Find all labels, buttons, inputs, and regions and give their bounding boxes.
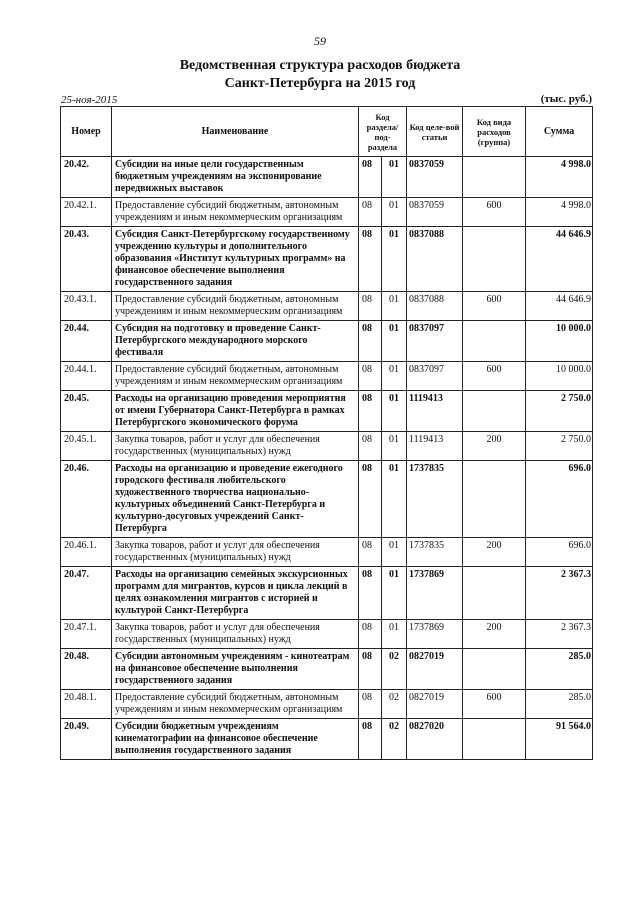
cell-expense-type — [463, 227, 526, 292]
cell-amount: 44 646.9 — [526, 292, 593, 321]
cell-amount: 4 998.0 — [526, 157, 593, 198]
cell-section: 08 — [359, 719, 382, 760]
cell-article: 0827019 — [407, 649, 463, 690]
cell-amount: 2 367.3 — [526, 567, 593, 620]
cell-section: 08 — [359, 538, 382, 567]
cell-subsection: 02 — [382, 690, 407, 719]
cell-expense-type: 200 — [463, 620, 526, 649]
cell-section: 08 — [359, 620, 382, 649]
cell-section: 08 — [359, 461, 382, 538]
cell-expense-type: 600 — [463, 198, 526, 227]
cell-section: 08 — [359, 649, 382, 690]
cell-section: 08 — [359, 362, 382, 391]
cell-subsection: 01 — [382, 227, 407, 292]
cell-section: 08 — [359, 567, 382, 620]
cell-number: 20.48. — [61, 649, 112, 690]
cell-section: 08 — [359, 198, 382, 227]
cell-amount: 2 750.0 — [526, 391, 593, 432]
table-row — [61, 157, 593, 198]
cell-section: 08 — [359, 227, 382, 292]
header-article-code: Код целе-вой статьи — [407, 107, 463, 157]
cell-number: 20.43.1. — [61, 292, 112, 321]
cell-expense-type: 200 — [463, 432, 526, 461]
cell-subsection: 01 — [382, 292, 407, 321]
cell-article: 0837088 — [407, 227, 463, 292]
cell-amount: 44 646.9 — [526, 227, 593, 292]
cell-amount: 10 000.0 — [526, 362, 593, 391]
table-row — [61, 292, 593, 321]
document-subtitle: Санкт-Петербурга на 2015 год — [224, 76, 416, 91]
table-row — [61, 432, 593, 461]
table-row — [61, 567, 593, 620]
cell-name: Закупка товаров, работ и услуг для обеспечения государственных (муниципальных) нужд — [112, 538, 359, 567]
cell-amount: 10 000.0 — [526, 321, 593, 362]
cell-name: Расходы на организацию проведения мероприятия от имени Губернатора Санкт-Петербурга в рамках Петербургского экономического форума — [112, 391, 359, 432]
document-date: 25-ноя-2015 — [61, 94, 118, 106]
cell-article: 0837059 — [407, 198, 463, 227]
cell-name: Предоставление субсидий бюджетным, автономным учреждениям и иным некоммерческим организациям — [112, 198, 359, 227]
cell-article: 0827019 — [407, 690, 463, 719]
cell-subsection: 02 — [382, 719, 407, 760]
cell-number: 20.43. — [61, 227, 112, 292]
cell-name: Расходы на организацию и проведение ежегодного городского фестиваля любительского художественного творчества национально-культурных объединений Санкт-Петербурга и культурно-досуговых учреждений Санкт-Петербурга — [112, 461, 359, 538]
table-row — [61, 227, 593, 292]
cell-section: 08 — [359, 432, 382, 461]
cell-number: 20.49. — [61, 719, 112, 760]
header-number: Номер — [61, 107, 112, 157]
cell-name: Субсидии на иные цели государственным бюджетным учреждениям на экспонирование передвижных выставок — [112, 157, 359, 198]
cell-name: Субсидии бюджетным учреждениям кинематографии на финансовое обеспечение выполнения государственного задания — [112, 719, 359, 760]
cell-subsection: 02 — [382, 649, 407, 690]
cell-expense-type — [463, 567, 526, 620]
cell-subsection: 01 — [382, 432, 407, 461]
cell-amount: 696.0 — [526, 461, 593, 538]
cell-name: Субсидии автономным учреждениям - кинотеатрам на финансовое обеспечение выполнения государственного задания — [112, 649, 359, 690]
cell-article: 0827020 — [407, 719, 463, 760]
document-title: Ведомственная структура расходов бюджета — [179, 58, 461, 73]
cell-section: 08 — [359, 391, 382, 432]
cell-article: 0837097 — [407, 362, 463, 391]
cell-expense-type — [463, 157, 526, 198]
cell-name: Предоставление субсидий бюджетным, автономным учреждениям и иным некоммерческим организациям — [112, 362, 359, 391]
cell-subsection: 01 — [382, 321, 407, 362]
cell-number: 20.44. — [61, 321, 112, 362]
cell-number: 20.46.1. — [61, 538, 112, 567]
cell-number: 20.42.1. — [61, 198, 112, 227]
cell-article: 1737869 — [407, 567, 463, 620]
table-row — [61, 461, 593, 538]
table-row — [61, 198, 593, 227]
cell-expense-type: 200 — [463, 538, 526, 567]
cell-expense-type: 600 — [463, 292, 526, 321]
cell-subsection: 01 — [382, 391, 407, 432]
cell-amount: 285.0 — [526, 649, 593, 690]
cell-expense-type: 600 — [463, 362, 526, 391]
cell-expense-type — [463, 321, 526, 362]
cell-article: 0837097 — [407, 321, 463, 362]
table-row — [61, 719, 593, 760]
table-row — [61, 620, 593, 649]
cell-name: Субсидия Санкт-Петербургскому государственному учреждению культуры и дополнительного образования «Институт культурных программ» на финансовое обеспечение выполнения государственного задания — [112, 227, 359, 292]
table-row — [61, 690, 593, 719]
cell-name: Предоставление субсидий бюджетным, автономным учреждениям и иным некоммерческим организациям — [112, 690, 359, 719]
cell-expense-type — [463, 649, 526, 690]
table-row — [61, 321, 593, 362]
cell-expense-type — [463, 391, 526, 432]
cell-article: 0837088 — [407, 292, 463, 321]
cell-article: 1737869 — [407, 620, 463, 649]
header-name: Наименование — [112, 107, 359, 157]
table-body — [61, 157, 593, 760]
cell-subsection: 01 — [382, 620, 407, 649]
cell-section: 08 — [359, 157, 382, 198]
table-row — [61, 391, 593, 432]
cell-section: 08 — [359, 292, 382, 321]
cell-article: 1119413 — [407, 432, 463, 461]
page-number: 59 — [314, 34, 326, 48]
header-amount: Сумма — [526, 107, 593, 157]
header-section-code: Код раздела/ под-раздела — [359, 107, 407, 157]
cell-amount: 285.0 — [526, 690, 593, 719]
cell-name: Закупка товаров, работ и услуг для обеспечения государственных (муниципальных) нужд — [112, 432, 359, 461]
cell-expense-type — [463, 461, 526, 538]
cell-subsection: 01 — [382, 538, 407, 567]
cell-number: 20.42. — [61, 157, 112, 198]
cell-name: Расходы на организацию семейных экскурсионных программ для мигрантов, курсов и цикла лекций в целях ознакомления мигрантов с историей и культурой Санкт-Петербурга — [112, 567, 359, 620]
cell-amount: 2 750.0 — [526, 432, 593, 461]
table-header-row — [61, 107, 593, 157]
table-row — [61, 362, 593, 391]
cell-number: 20.48.1. — [61, 690, 112, 719]
cell-expense-type — [463, 719, 526, 760]
cell-number: 20.44.1. — [61, 362, 112, 391]
cell-section: 08 — [359, 321, 382, 362]
cell-article: 1737835 — [407, 538, 463, 567]
units-label: (тыс. руб.) — [540, 93, 592, 105]
cell-name: Субсидия на подготовку и проведение Санкт-Петербургского международного морского фестиваля — [112, 321, 359, 362]
cell-number: 20.47. — [61, 567, 112, 620]
cell-subsection: 01 — [382, 362, 407, 391]
table-row — [61, 649, 593, 690]
budget-table — [60, 106, 593, 760]
cell-subsection: 01 — [382, 567, 407, 620]
cell-number: 20.45.1. — [61, 432, 112, 461]
cell-number: 20.45. — [61, 391, 112, 432]
cell-number: 20.47.1. — [61, 620, 112, 649]
cell-article: 0837059 — [407, 157, 463, 198]
cell-expense-type: 600 — [463, 690, 526, 719]
table-row — [61, 538, 593, 567]
cell-name: Предоставление субсидий бюджетным, автономным учреждениям и иным некоммерческим организациям — [112, 292, 359, 321]
cell-subsection: 01 — [382, 198, 407, 227]
cell-article: 1737835 — [407, 461, 463, 538]
cell-amount: 4 998.0 — [526, 198, 593, 227]
cell-number: 20.46. — [61, 461, 112, 538]
cell-subsection: 01 — [382, 461, 407, 538]
cell-amount: 696.0 — [526, 538, 593, 567]
cell-amount: 2 367.3 — [526, 620, 593, 649]
cell-subsection: 01 — [382, 157, 407, 198]
cell-article: 1119413 — [407, 391, 463, 432]
cell-name: Закупка товаров, работ и услуг для обеспечения государственных (муниципальных) нужд — [112, 620, 359, 649]
cell-section: 08 — [359, 690, 382, 719]
cell-amount: 91 564.0 — [526, 719, 593, 760]
header-expense-type: Код вида расходов (группа) — [463, 107, 526, 157]
